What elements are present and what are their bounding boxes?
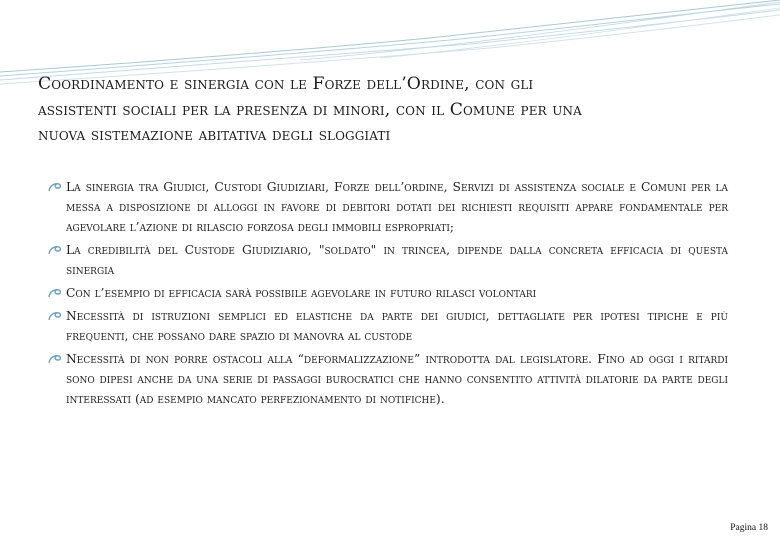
- slide-title: [38, 72, 750, 149]
- bullet-swirl-icon: [48, 288, 62, 299]
- list-item: [48, 349, 728, 409]
- bullet-text: Con l’esempio di efficacia sarà possibile agevolare in futuro rilasci volontari: [66, 286, 537, 300]
- title-line: Coordinamento e sinergia con le Forze dell’Ordine, con gli: [38, 74, 534, 94]
- bullet-swirl-icon: [48, 182, 62, 193]
- bullet-text: La sinergia tra Giudici, Custodi Giudiziari, Forze dell’ordine, Servizi di assistenza sociale e Comuni per la messa a disposizione di alloggi in favore di debitori dotati dei richiesti requisiti appare fondamentale per agevolare l’azione di rilascio forzosa degli immobili espropriati;: [66, 180, 728, 234]
- list-item: [48, 177, 728, 237]
- page-number: Pagina 18: [730, 523, 768, 533]
- bullet-text: Necessità di non porre ostacoli alla “deformalizzazione” introdotta dal legislatore. Fino ad oggi i ritardi sono dipesi anche da una serie di passaggi burocratici che hanno consentito attività dilatorie da parte degli interessati (ad esempio mancato perfezionamento di notifiche).: [66, 352, 728, 406]
- title-line: nuova sistemazione abitativa degli sloggiati: [38, 125, 391, 145]
- bullet-swirl-icon: [48, 245, 62, 256]
- bullet-swirl-icon: [48, 311, 62, 322]
- bullet-text: Necessità di istruzioni semplici ed elastiche da parte dei giudici, dettagliate per ipotesi tipiche e più frequenti, che possano dare spazio di manovra al custode: [66, 309, 728, 343]
- title-line: assistenti sociali per la presenza di minori, con il Comune per una: [38, 99, 582, 120]
- bullet-swirl-icon: [48, 354, 62, 365]
- list-item: [48, 306, 728, 346]
- list-item: [48, 283, 728, 303]
- list-item: [48, 240, 728, 280]
- bullet-list: [48, 177, 728, 412]
- bullet-text: La credibilità del Custode Giudiziario, "soldato" in trincea, dipende dalla concreta efficacia di questa sinergia: [66, 243, 728, 277]
